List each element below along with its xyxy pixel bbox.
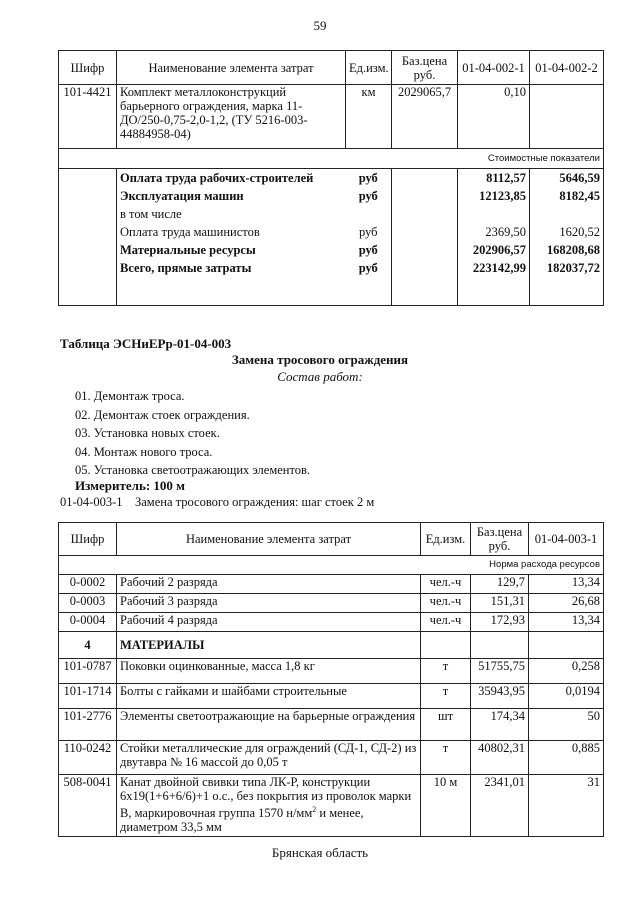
resource-price: 2341,01	[471, 775, 529, 837]
resource-code: 0-0004	[59, 613, 117, 632]
summary-unit	[346, 205, 392, 223]
summary-unit: руб	[346, 223, 392, 241]
table-row-spacer	[59, 277, 604, 305]
resource-name: Стойки металлические для ограждений (СД-1, СД-2) из двутавра № 16 массой до 0,05 т	[117, 741, 421, 775]
item-name: Комплект металлоконструкций барьерного ограждения, марка 11-ДО/250-0,75-2,0-1,2, (ТУ 5216-003-44884958-04)	[117, 85, 346, 149]
header-unit: Ед.изм.	[421, 523, 471, 556]
header-col-2: 01-04-002-2	[530, 51, 604, 85]
summary-value-2: 5646,59	[530, 169, 604, 188]
resource-name	[117, 775, 421, 837]
works-list	[75, 387, 310, 480]
summary-value-1: 8112,57	[458, 169, 530, 188]
resource-price: 151,31	[471, 594, 529, 613]
resource-price: 51755,75	[471, 659, 529, 684]
resource-name: Поковки оцинкованные, масса 1,8 кг	[117, 659, 421, 684]
item-unit: км	[346, 85, 392, 149]
resource-rows	[59, 575, 604, 837]
list-item: 05. Установка светоотражающих элементов.	[75, 463, 311, 477]
summary-row	[59, 223, 604, 241]
summary-unit: руб	[346, 169, 392, 188]
resource-code: 101-0787	[59, 659, 117, 684]
table-row	[59, 741, 604, 775]
resource-value: 26,68	[529, 594, 604, 613]
resource-name-text: и менее, диаметром 33,5 мм	[120, 806, 364, 835]
table-row	[59, 709, 604, 741]
resource-name: Рабочий 3 разряда	[117, 594, 421, 613]
item-value-1: 0,10	[458, 85, 530, 149]
resource-code: 0-0002	[59, 575, 117, 594]
summary-value-2	[530, 205, 604, 223]
summary-unit: руб	[346, 259, 392, 277]
list-item: 02. Демонтаж стоек ограждения.	[75, 407, 250, 422]
footer-region: Брянская область	[271, 845, 369, 860]
header-price: Баз.цена руб.	[392, 51, 458, 85]
resource-name: Болты с гайками и шайбами строительные	[117, 684, 421, 709]
resource-name: Элементы светоотражающие на барьерные ограждения	[117, 709, 421, 741]
resource-unit: чел.-ч	[421, 613, 471, 632]
list-item: 03. Установка новых стоек.	[75, 426, 220, 440]
summary-name: Оплата труда рабочих-строителей	[117, 169, 346, 188]
resource-code: 110-0242	[59, 741, 117, 775]
item-value-2	[530, 85, 604, 149]
resource-price: 40802,31	[471, 741, 529, 775]
resource-price: 129,7	[471, 575, 529, 594]
resource-unit: т	[421, 741, 471, 775]
works-heading: Состав работ:	[277, 369, 363, 384]
summary-value-1: 202906,57	[458, 241, 530, 259]
page-number: 59	[313, 18, 327, 33]
summary-value-2: 1620,52	[530, 223, 604, 241]
resource-value: 0,258	[529, 659, 604, 684]
summary-value-1: 12123,85	[458, 187, 530, 205]
table-header-row	[59, 51, 604, 85]
summary-row	[59, 205, 604, 223]
summary-value-2: 8182,45	[530, 187, 604, 205]
header-col-1: 01-04-003-1	[529, 523, 604, 556]
header-price: Баз.цена руб.	[471, 523, 529, 556]
item-price: 2029065,7	[392, 85, 458, 149]
resource-price: 35943,95	[471, 684, 529, 709]
header-name: Наименование элемента затрат	[117, 523, 421, 556]
resource-unit: чел.-ч	[421, 594, 471, 613]
summary-value-1: 223142,99	[458, 259, 530, 277]
header-unit: Ед.изм.	[346, 51, 392, 85]
section-label: Стоимостные показатели	[59, 149, 604, 169]
resource-name-sup: 2	[312, 805, 317, 814]
summary-name: Всего, прямые затраты	[117, 259, 346, 277]
table-row	[59, 594, 604, 613]
resource-value: 0,0194	[529, 684, 604, 709]
header-col-1: 01-04-002-1	[458, 51, 530, 85]
resource-value: 13,34	[529, 575, 604, 594]
resource-unit: шт	[421, 709, 471, 741]
table-row	[59, 575, 604, 594]
resource-value: 50	[529, 709, 604, 741]
summary-value-1: 2369,50	[458, 223, 530, 241]
resource-value: 0,885	[529, 741, 604, 775]
resource-code: 0-0003	[59, 594, 117, 613]
summary-name: Эксплуатация машин	[117, 187, 346, 205]
table-title: Таблица ЭСНиЕРр-01-04-003	[60, 336, 232, 351]
table-row	[59, 775, 604, 837]
variant-title: 01-04-003-1 Замена тросового ограждения: шаг стоек 2 м	[60, 495, 375, 509]
measure-unit: Измеритель: 100 м	[75, 478, 186, 493]
cost-table-01-04-002	[58, 50, 604, 306]
summary-row	[59, 187, 604, 205]
summary-row	[59, 241, 604, 259]
table-row	[59, 85, 604, 149]
summary-unit: руб	[346, 241, 392, 259]
summary-name: в том числе	[117, 205, 346, 223]
resource-price: 174,34	[471, 709, 529, 741]
summary-value-1	[458, 205, 530, 223]
summary-name: Оплата труда машинистов	[117, 223, 346, 241]
resource-unit: т	[421, 659, 471, 684]
resource-unit: 10 м	[421, 775, 471, 837]
section-label: Норма расхода ресурсов	[59, 556, 604, 575]
summary-name: Материальные ресурсы	[117, 241, 346, 259]
resource-price: 172,93	[471, 613, 529, 632]
resource-unit: т	[421, 684, 471, 709]
table-row	[59, 659, 604, 684]
materials-label: МАТЕРИАЛЫ	[117, 632, 421, 659]
header-code: Шифр	[59, 523, 117, 556]
table-subtitle: Замена тросового ограждения	[231, 352, 409, 367]
resource-name-text: Канат двойной свивки типа ЛК-Р, конструкции 6х19(1+6+6/6)+1 о.с., без покрытия из проволок марки В, маркировочная группа 1570 н/мм	[120, 775, 412, 821]
list-item: 01. Демонтаж троса.	[75, 389, 185, 403]
materials-code: 4	[59, 632, 117, 659]
resource-value: 31	[529, 775, 604, 837]
resource-unit: чел.-ч	[421, 575, 471, 594]
resource-value: 13,34	[529, 613, 604, 632]
header-name: Наименование элемента затрат	[117, 51, 346, 85]
section-row	[59, 149, 604, 169]
resource-code: 101-2776	[59, 709, 117, 741]
materials-header-row	[59, 632, 604, 659]
list-item: 04. Монтаж нового троса.	[75, 444, 213, 459]
summary-row	[59, 259, 604, 277]
section-row	[59, 556, 604, 575]
summary-rows	[59, 169, 604, 278]
summary-value-2: 168208,68	[530, 241, 604, 259]
cost-table-01-04-003	[58, 522, 604, 837]
summary-row	[59, 169, 604, 188]
resource-name: Рабочий 2 разряда	[117, 575, 421, 594]
resource-code: 508-0041	[59, 775, 117, 837]
table-row	[59, 613, 604, 632]
resource-code: 101-1714	[59, 684, 117, 709]
item-code: 101-4421	[59, 85, 117, 149]
table-header-row	[59, 523, 604, 556]
summary-unit: руб	[346, 187, 392, 205]
summary-value-2: 182037,72	[530, 259, 604, 277]
header-code: Шифр	[59, 51, 117, 85]
resource-name: Рабочий 4 разряда	[117, 613, 421, 632]
table-row	[59, 684, 604, 709]
